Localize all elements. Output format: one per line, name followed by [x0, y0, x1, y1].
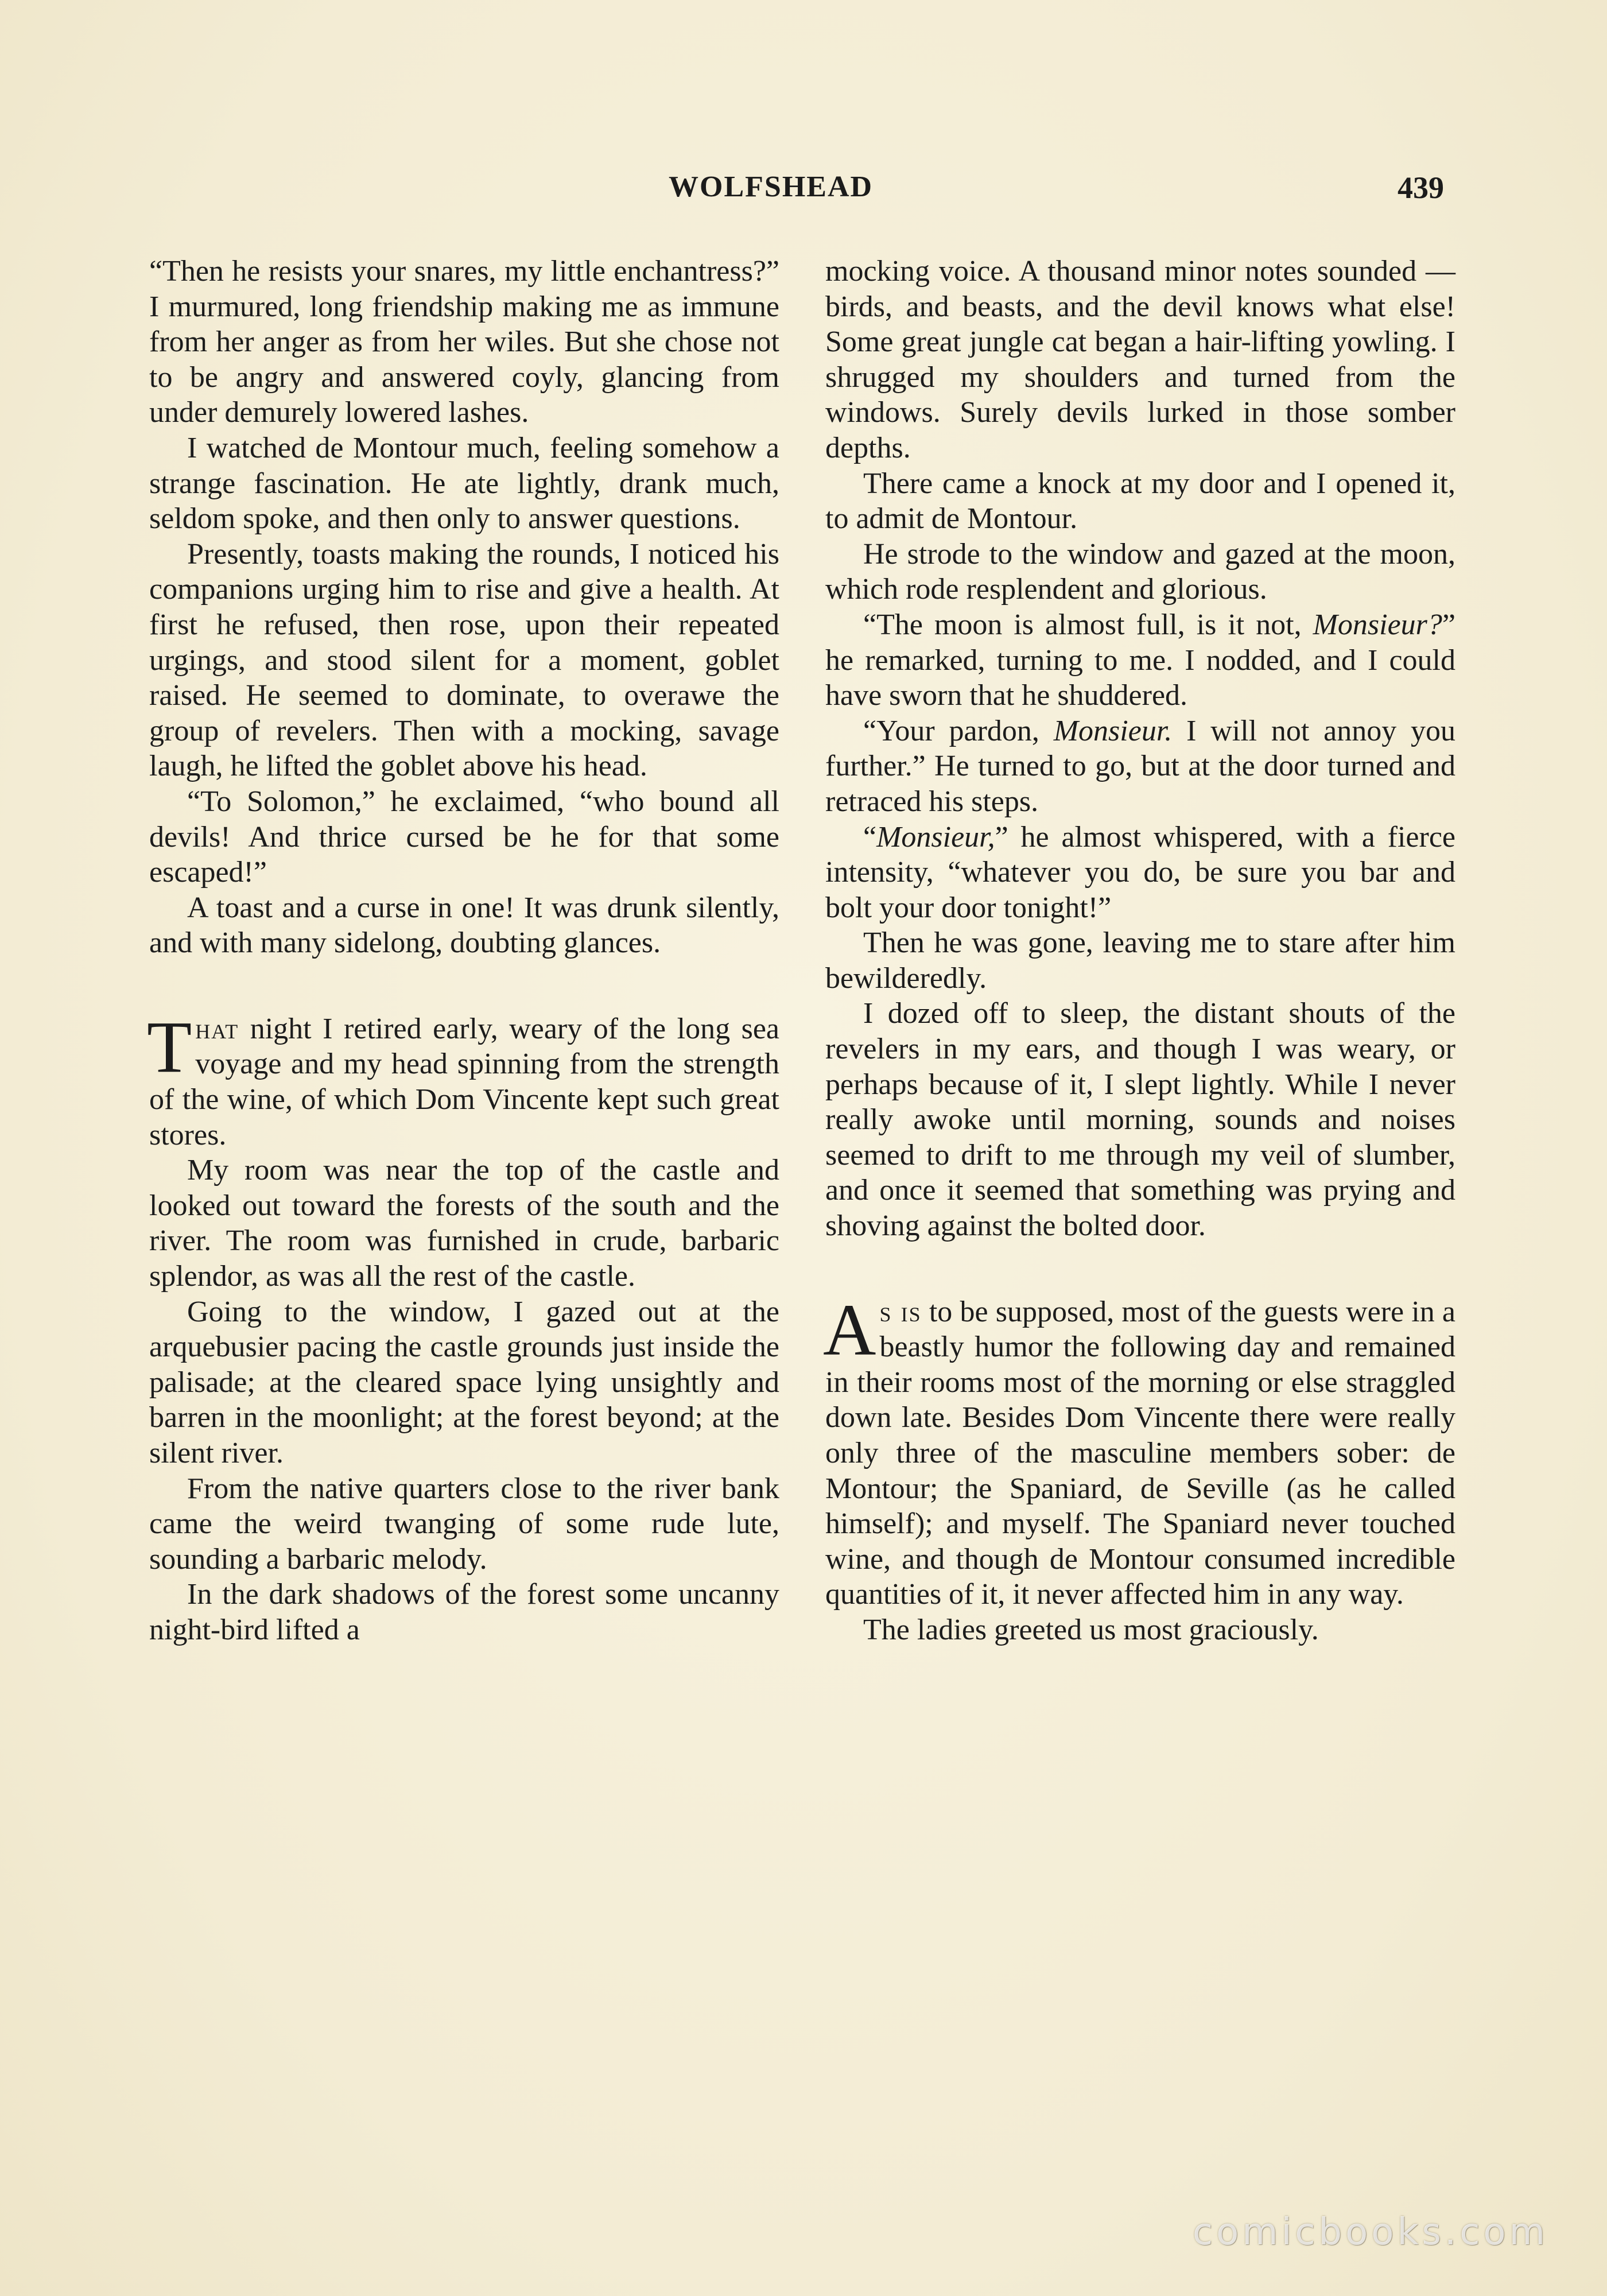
- paragraph: The ladies greeted us most graciously.: [863, 1613, 1319, 1646]
- paragraph: [825, 820, 1455, 926]
- paragraph: [825, 607, 1455, 713]
- drop-cap: T: [147, 1006, 192, 1088]
- paragraph: In the dark shadows of the forest some uncanny night-bird lifted a: [149, 1578, 779, 1646]
- paragraph-text: to be supposed, most of the guests were in a beastly humor the following day and remained in their rooms most of the morning or else straggled down late. Besides Dom Vincente there were really only three of the masculine members sober: de Montour; the Spaniard, de Seville (as he called himself); and myself. The Spaniard never touched wine, and though de Montour consumed incredible quantities of it, it never affected him in any way.: [825, 1295, 1456, 1611]
- paragraph-text: night I retired early, weary of the long sea voyage and my head spinning from the strength of the wine, of which Dom Vincente kept such great stores.: [149, 1012, 779, 1151]
- paragraph: A toast and a curse in one! It was drunk silently, and with many sidelong, doubting glances.: [149, 891, 779, 960]
- paragraph: mocking voice. A thousand minor notes sounded — birds, and beasts, and the devil knows what else! Some great jungle cat began a hair-lifting yowling. I shrugged my shoulders and turned from the windows. Surely devils lurked in those somber depths.: [825, 255, 1455, 464]
- small-caps-lead: s is: [879, 1295, 922, 1328]
- watermark: comicbooks.com: [1193, 2211, 1549, 2254]
- left-column: [149, 254, 779, 1648]
- paragraph: [825, 713, 1455, 820]
- paragraph: I watched de Montour much, feeling somehow a strange fascination. He ate lightly, drank much, seldom spoke, and then only to answer questions.: [149, 431, 779, 536]
- paragraph-text: “The moon is almost full, is it not,: [863, 608, 1313, 641]
- paragraph: Going to the window, I gazed out at the arquebusier pacing the castle grounds just inside the palisade; at the cleared space lying unsightly and barren in the moonlight; at the forest beyond; at the silent river.: [149, 1295, 779, 1469]
- paragraph: Presently, toasts making the rounds, I noticed his companions urging him to rise and give a health. At first he refused, then rose, upon their repeated urgings, and stood silent for a moment, goblet raised. He seemed to dominate, to overawe the group of revelers. Then with a mocking, savage laugh, he lifted the goblet above his head.: [149, 537, 779, 783]
- paragraph: From the native quarters close to the river bank came the weird twanging of some rude lute, sounding a barbaric melody.: [149, 1472, 779, 1576]
- page-number: 439: [1398, 170, 1444, 205]
- italic-text: Monsieur?: [1313, 608, 1442, 641]
- paragraph: “To Solomon,” he exclaimed, “who bound all devils! And thrice cursed be he for that some escaped!”: [149, 785, 779, 889]
- section-opening-paragraph: [147, 1006, 779, 1153]
- paragraph: Then he was gone, leaving me to stare after him bewilderedly.: [825, 926, 1455, 995]
- right-column: [825, 254, 1455, 1648]
- paragraph-text: “Your pardon,: [863, 714, 1054, 747]
- paragraph-text: I will not annoy you further.” He turned to go, but at the door turned and retraced his steps.: [825, 714, 1455, 818]
- paragraph-text: “: [863, 820, 877, 854]
- paragraph-text: ” he almost whispered, with a fierce intensity, “whatever you do, be sure you bar and bolt your door tonight!”: [825, 820, 1455, 924]
- paragraph: “Then he resists your snares, my little enchantress?” I murmured, long friendship making me as immune from her anger as from her wiles. But she chose not to be angry and answered coyly, glancing from under demurely lowered lashes.: [149, 255, 779, 429]
- small-caps-lead: hat: [195, 1012, 239, 1045]
- italic-text: Monsieur,: [876, 820, 995, 854]
- paragraph: I dozed off to sleep, the distant shouts of the revelers in my ears, and though I was weary, or perhaps because of it, I slept lightly. While I never really awoke until morning, sounds and noises seemed to drift to me through my veil of slumber, and once it seemed that something was prying and shoving against the bolted door.: [825, 997, 1455, 1243]
- drop-cap: A: [823, 1289, 876, 1371]
- paragraph: My room was near the top of the castle and looked out toward the forests of the south and the river. The room was furnished in crude, barbaric splendor, as was all the rest of the castle.: [149, 1154, 779, 1293]
- italic-text: Monsieur.: [1053, 714, 1173, 747]
- paragraph: There came a knock at my door and I opened it, to admit de Montour.: [825, 467, 1455, 536]
- paragraph-text: ” he remarked, turning to me. I nodded, and I could have sworn that he shuddered.: [825, 608, 1455, 712]
- running-title: WOLFSHEAD: [669, 170, 874, 203]
- section-opening-paragraph: [823, 1289, 1456, 1612]
- paragraph: He strode to the window and gazed at the moon, which rode resplendent and glorious.: [825, 537, 1455, 606]
